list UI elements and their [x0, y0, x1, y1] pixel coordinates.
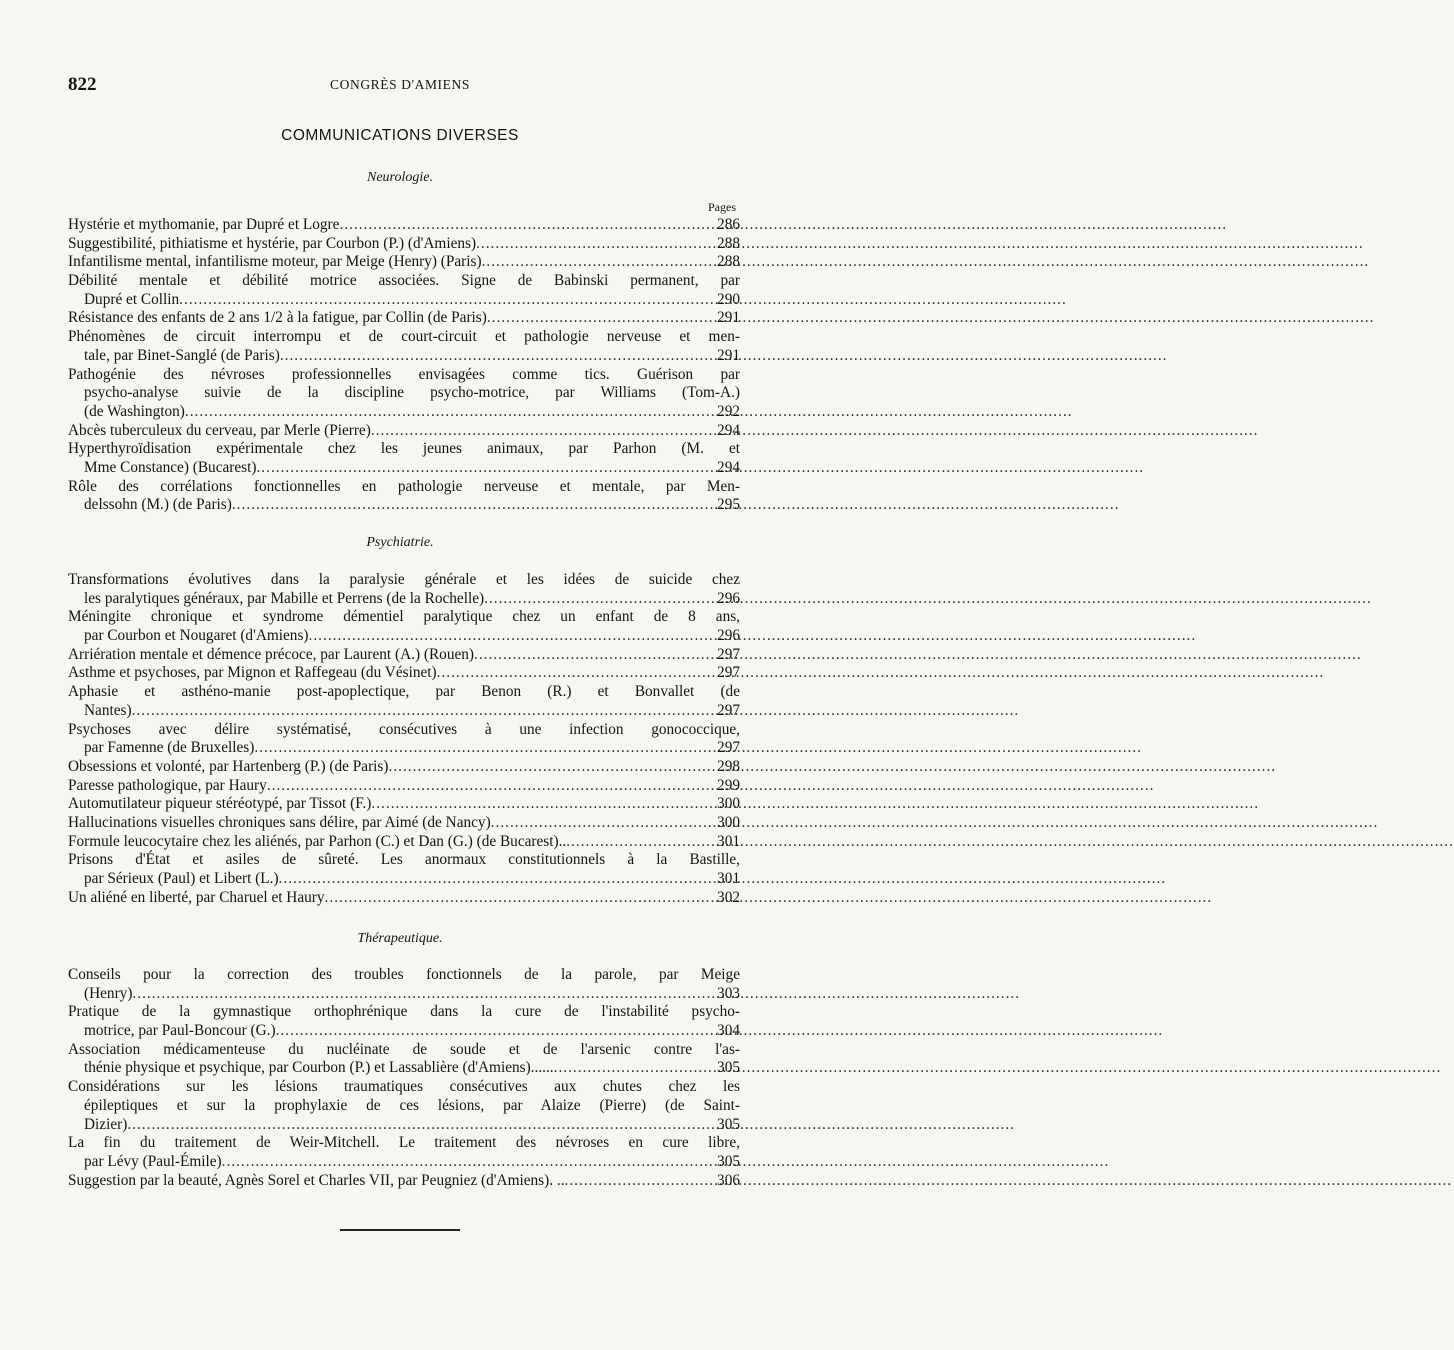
- toc-entry-line: [68, 590, 740, 609]
- dot-leader: [279, 870, 700, 889]
- toc-entry-line: [68, 795, 740, 814]
- toc-entry-text: Prisons d'État et asiles de sûreté. Les anormaux constitutionnels à la Bastille,: [68, 851, 740, 869]
- dot-leader: [566, 833, 700, 852]
- toc-entry-text: Arriération mentale et démence précoce, par Laurent (A.) (Rouen): [68, 645, 475, 663]
- toc-entry-text: Dizier): [84, 1115, 128, 1133]
- toc-entry-page: 296: [717, 589, 740, 607]
- toc-entry-text: thénie physique et psychique, par Courbon (P.) et Lassablière (d'Amiens)......: [84, 1059, 554, 1077]
- dot-leader: [482, 253, 700, 272]
- toc-entry: [68, 777, 740, 796]
- dot-leader: [371, 422, 700, 441]
- toc-entry-text: les paralytiques généraux, par Mabille et Perrens (de la Rochelle): [84, 589, 485, 607]
- toc-entry-line: [68, 440, 740, 459]
- toc-entry: [68, 235, 740, 254]
- toc-entry-line: [68, 1078, 740, 1097]
- toc-entry-line: [68, 664, 740, 683]
- toc-entry-text: Association médicamenteuse du nucléinate de soude et de l'arsenic contre l'as-: [68, 1040, 740, 1058]
- dot-leader: [476, 235, 700, 254]
- dot-leader: [185, 403, 700, 422]
- toc-entry: [68, 966, 740, 1003]
- toc-entry-line: [68, 496, 740, 515]
- toc-entry-page: 305: [717, 1059, 740, 1077]
- toc-entry-text: tale, par Binet-Sanglé (de Paris): [84, 346, 280, 364]
- dot-leader: [371, 795, 700, 814]
- toc-entry-line: [68, 309, 740, 328]
- dot-leader: [280, 347, 700, 366]
- toc-entry-text: Psychoses avec délire systématisé, consécutives à une infection gonococcique,: [68, 720, 740, 738]
- toc-entry-text: psycho-analyse suivie de la discipline psycho-motrice, par Williams (Tom-A.): [84, 384, 740, 402]
- toc-entry-text: Formule leucocytaire chez les aliénés, par Parhon (C.) et Dan (G.) (de Bucarest)..: [68, 832, 567, 850]
- toc-entry-line: [68, 216, 740, 235]
- toc-entry-line: [68, 366, 740, 385]
- dot-leader: [179, 291, 700, 310]
- toc-entry: [68, 216, 740, 235]
- toc-entry: [68, 758, 740, 777]
- toc-entry-line: [68, 889, 740, 908]
- dot-leader: [132, 702, 700, 721]
- dot-leader: [222, 1153, 700, 1172]
- toc-entry-line: [68, 328, 740, 347]
- toc-entry-line: [68, 347, 740, 366]
- toc-entry-line: [68, 272, 740, 291]
- dot-leader: [554, 1059, 700, 1078]
- toc-entry: [68, 1172, 740, 1191]
- pages-column-label: Pages: [708, 200, 736, 214]
- toc-entry: [68, 328, 740, 365]
- toc-entry-text: Conseils pour la correction des troubles fonctionnels de la parole, par Meige: [68, 966, 740, 983]
- toc-entry-line: [68, 1116, 740, 1135]
- toc-entry: [68, 253, 740, 272]
- toc-entry-text: par Famenne (de Bruxelles): [84, 739, 255, 757]
- toc-entry-text: La fin du traitement de Weir-Mitchell. Le traitement des névroses en cure libre,: [68, 1134, 740, 1152]
- toc-entry-line: [68, 608, 740, 627]
- toc-entry-line: [68, 1134, 740, 1153]
- dot-leader: [474, 646, 700, 665]
- toc-entry: [68, 1134, 740, 1171]
- dot-leader: [565, 1172, 700, 1191]
- toc-entry: [68, 309, 740, 328]
- toc-entry-line: [68, 758, 740, 777]
- toc-entry-line: [68, 571, 740, 590]
- toc-entry-line: [68, 777, 740, 796]
- toc-entry-text: Asthme et psychoses, par Mignon et Raffegeau (du Vésinet): [68, 664, 437, 682]
- toc-entry-page: 295: [717, 496, 740, 514]
- dot-leader: [276, 1022, 700, 1041]
- toc-entry-page: 301: [717, 832, 740, 850]
- toc-entry: [68, 721, 740, 758]
- toc-entry: [68, 646, 740, 665]
- running-head: [68, 74, 732, 96]
- toc-entry-line: [68, 851, 740, 870]
- toc-entry: [68, 571, 740, 608]
- toc-entry-page: 296: [717, 627, 740, 645]
- toc-entry: [68, 440, 740, 477]
- toc-entry: [68, 1003, 740, 1040]
- toc-entry-line: [68, 833, 740, 852]
- toc-entry: [68, 889, 740, 908]
- toc-entry-line: [68, 422, 740, 441]
- dot-leader: [339, 216, 700, 235]
- toc-entry-text: Pathogénie des névroses professionnelles envisagées comme tics. Guérison par: [68, 365, 740, 383]
- toc-entry-line: [68, 1153, 740, 1172]
- toc-entry-line: [68, 646, 740, 665]
- section-heading-psychiatrie: Psychiatrie.: [366, 535, 434, 550]
- dot-leader: [491, 814, 700, 833]
- toc-entry-text: Hyperthyroïdisation expérimentale chez les jeunes animaux, par Parhon (M. et: [68, 440, 740, 458]
- toc-entry: [68, 664, 740, 683]
- toc-entry-page: 290: [717, 290, 740, 308]
- toc-entry-page: 303: [717, 984, 740, 1002]
- toc-entry-line: [68, 627, 740, 646]
- toc-entry-line: [68, 459, 740, 478]
- toc-entry-page: 299: [717, 776, 740, 794]
- toc-entry-line: [68, 966, 740, 985]
- toc-entry-text: delssohn (M.) (de Paris): [84, 496, 232, 514]
- toc-entry-text: par Sérieux (Paul) et Libert (L.): [84, 870, 279, 887]
- toc-entry-text: Nantes): [84, 701, 132, 719]
- toc-entry-page: 305: [717, 1115, 740, 1133]
- dot-leader: [267, 777, 700, 796]
- toc-entry-text: par Courbon et Nougaret (d'Amiens): [84, 627, 309, 645]
- toc-entry-page: 286: [717, 216, 740, 233]
- toc-entry-page: 297: [717, 645, 740, 663]
- toc-entry-line: [68, 1022, 740, 1041]
- dot-leader: [309, 627, 700, 646]
- toc-entry: [68, 272, 740, 309]
- dot-leader: [325, 889, 700, 908]
- toc-entry-text: Automutilateur piqueur stéréotypé, par Tissot (F.): [68, 795, 372, 813]
- toc-entry-text: Rôle des corrélations fonctionnelles en pathologie nerveuse et mentale, par Men-: [68, 477, 740, 495]
- toc-entry-text: motrice, par Paul-Boncour (G.): [84, 1022, 276, 1040]
- toc-entry-line: [68, 721, 740, 740]
- toc-entry-text: Hallucinations visuelles chroniques sans délire, par Aimé (de Nancy): [68, 813, 491, 831]
- toc-entry-text: Considérations sur les lésions traumatiques consécutives aux chutes chez les: [68, 1078, 740, 1096]
- dot-leader: [127, 1116, 700, 1135]
- toc-entry-line: [68, 291, 740, 310]
- toc-entry-page: 300: [717, 795, 740, 813]
- main-title: COMMUNICATIONS DIVERSES: [281, 127, 519, 144]
- toc-entry-line: [68, 235, 740, 254]
- page-number: 822: [68, 74, 97, 95]
- toc-entry-text: Infantilisme mental, infantilisme moteur, par Meige (Henry) (Paris): [68, 253, 482, 271]
- toc-entry-page: 298: [717, 757, 740, 775]
- toc-entry-line: [68, 683, 740, 702]
- toc-entry-text: Transformations évolutives dans la paralysie générale et les idées de suicide chez: [68, 571, 740, 588]
- toc-entry-text: Suggestibilité, pithiatisme et hystérie, par Courbon (P.) (d'Amiens): [68, 234, 477, 252]
- toc-entry: [68, 608, 740, 645]
- toc-entry-line: [68, 1003, 740, 1022]
- toc-entry-text: Un aliéné en liberté, par Charuel et Haury: [68, 888, 325, 906]
- toc-entry-text: Obsessions et volonté, par Hartenberg (P.) (de Paris): [68, 757, 389, 775]
- toc-entry-line: [68, 1097, 740, 1116]
- section-heading-neurologie: Neurologie.: [367, 170, 433, 185]
- toc-entry-page: 301: [717, 870, 740, 887]
- toc-entry: [68, 478, 740, 515]
- toc-entry-page: 306: [717, 1171, 740, 1189]
- toc-entry-line: [68, 1041, 740, 1060]
- toc-entry-page: 300: [717, 813, 740, 831]
- toc-entry-text: Abcès tuberculeux du cerveau, par Merle (Pierre): [68, 421, 371, 439]
- toc-entry: [68, 795, 740, 814]
- toc-entry-page: 297: [717, 739, 740, 757]
- toc-entry-line: [68, 253, 740, 272]
- toc-entry-text: Résistance des enfants de 2 ans 1/2 à la fatigue, par Collin (de Paris): [68, 309, 487, 327]
- toc-entry-page: 294: [717, 421, 740, 439]
- toc-entry-text: Mme Constance) (Bucarest): [84, 458, 257, 476]
- toc-entry-text: Suggestion par la beauté, Agnès Sorel et Charles VII, par Peugniez (d'Amiens). ..: [68, 1171, 565, 1189]
- toc-entry-page: 288: [717, 234, 740, 252]
- toc-entry-page: 294: [717, 458, 740, 476]
- dot-leader: [256, 459, 700, 478]
- toc-entry: [68, 683, 740, 720]
- toc-entry: [68, 814, 740, 833]
- toc-entry-text: Pratique de la gymnastique orthophrénique dans la cure de l'instabilité psycho-: [68, 1003, 740, 1021]
- toc-entry: [68, 366, 740, 422]
- section-heading-therapeutique: Thérapeutique.: [357, 931, 443, 946]
- toc-entry-page: 302: [717, 888, 740, 906]
- dot-leader: [232, 496, 700, 515]
- closing-rule: [340, 1229, 460, 1231]
- toc-entry-line: [68, 702, 740, 721]
- toc-entry-text: par Lévy (Paul-Émile): [84, 1152, 222, 1170]
- toc-entry-page: 291: [717, 309, 740, 327]
- toc-entry-page: 304: [717, 1022, 740, 1040]
- toc-entry-text: Hystérie et mythomanie, par Dupré et Logre: [68, 216, 340, 233]
- toc-entry-text: Débilité mentale et débilité motrice associées. Signe de Babinski permanent, par: [68, 272, 740, 290]
- toc-entry-line: [68, 384, 740, 403]
- toc-entry-line: [68, 739, 740, 758]
- toc-entry-text: Dupré et Collin: [84, 290, 180, 308]
- toc-entry-text: (Henry): [84, 984, 133, 1002]
- toc-entry-text: Paresse pathologique, par Haury: [68, 776, 267, 794]
- dot-leader: [132, 985, 700, 1004]
- toc-entry-line: [68, 1059, 740, 1078]
- section-entries-neurologie: [68, 216, 740, 515]
- toc-entry-text: épileptiques et sur la prophylaxie de ces lésions, par Alaize (Pierre) (de Saint-: [84, 1096, 740, 1114]
- toc-entry-text: (de Washington): [84, 402, 185, 420]
- toc-entry-text: Aphasie et asthéno-manie post-apoplectique, par Benon (R.) et Bonvallet (de: [68, 683, 740, 701]
- dot-leader: [388, 758, 700, 777]
- dot-leader: [487, 309, 700, 328]
- toc-entry-line: [68, 403, 740, 422]
- toc-entry-line: [68, 1172, 740, 1191]
- toc-entry-line: [68, 478, 740, 497]
- running-title: CONGRÈS D'AMIENS: [330, 77, 470, 92]
- toc-entry-line: [68, 870, 740, 889]
- dot-leader: [254, 739, 700, 758]
- toc-entry-text: Phénomènes de circuit interrompu et de court-circuit et pathologie nerveuse et men-: [68, 328, 740, 346]
- dot-leader: [484, 590, 700, 609]
- section-entries-therapeutique: [68, 966, 740, 1190]
- section-entries-psychiatrie: [68, 571, 740, 907]
- toc-entry-page: 288: [717, 253, 740, 271]
- toc-entry-page: 297: [717, 701, 740, 719]
- toc-entry: [68, 1041, 740, 1078]
- toc-entry-page: 291: [717, 346, 740, 364]
- toc-entry-page: 297: [717, 664, 740, 682]
- toc-entry-page: 292: [717, 402, 740, 420]
- toc-entry: [68, 833, 740, 852]
- toc-entry-line: [68, 814, 740, 833]
- toc-entry-line: [68, 985, 740, 1004]
- toc-entry-page: 305: [717, 1152, 740, 1170]
- toc-entry: [68, 422, 740, 441]
- toc-entry-text: Méningite chronique et syndrome démentiel paralytique chez un enfant de 8 ans,: [68, 608, 740, 626]
- dot-leader: [437, 664, 700, 683]
- toc-entry: [68, 851, 740, 888]
- toc-entry: [68, 1078, 740, 1134]
